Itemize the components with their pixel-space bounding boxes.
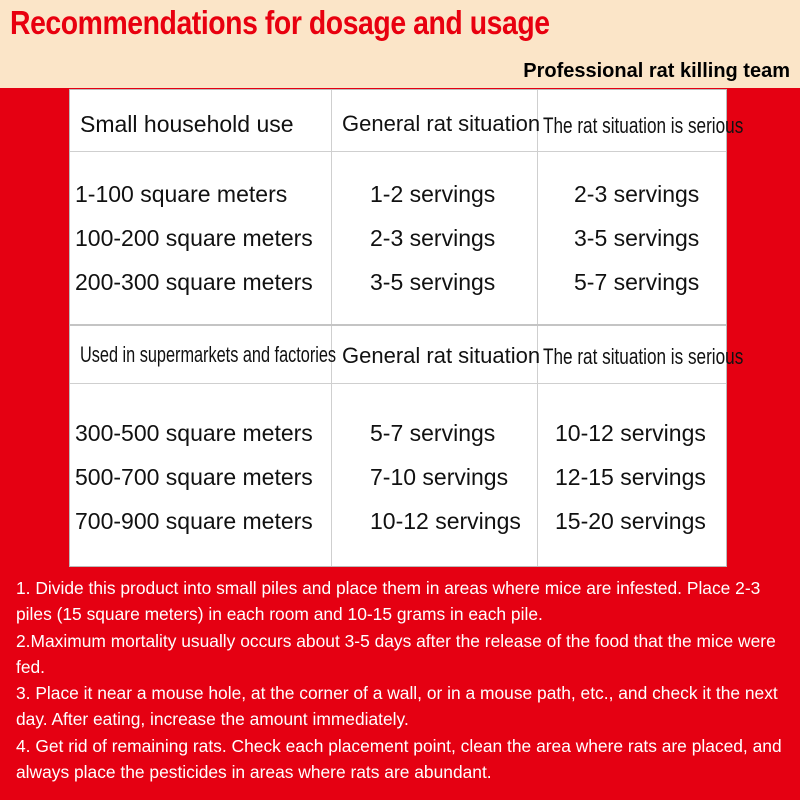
table-cell-general: 2-3 servings (370, 225, 496, 251)
table-cell-general: 3-5 servings (370, 269, 496, 295)
table-cell-serious: 10-12 servings (555, 420, 706, 446)
table-cell-general: 7-10 servings (370, 464, 509, 490)
header-general-situation: General rat situation (342, 111, 541, 136)
header-small-household: Small household use (80, 111, 294, 137)
table-cell-general: 10-12 servings (370, 508, 521, 534)
page-title: Recommendations for dosage and usage (10, 4, 550, 41)
table-cell-general: 5-7 servings (370, 420, 496, 446)
table-cell-area: 100-200 square meters (75, 225, 313, 251)
dosage-table (70, 90, 744, 566)
usage-instructions (16, 575, 800, 785)
table-cell-serious: 3-5 servings (574, 225, 700, 251)
instruction-item: 4. Get rid of remaining rats. Check each placement point, clean the area where rats are placed, and always place the pesticides in areas where rats are abundant. (16, 735, 782, 783)
table-divider (70, 383, 726, 384)
instruction-item: 1. Divide this product into small piles and place them in areas where mice are infested. Place 2-3 piles (15 square meters) in each room and 10-15 grams in each pile. (16, 578, 761, 625)
table-cell-area: 200-300 square meters (75, 269, 313, 295)
header-supermarkets-factories: Used in supermarkets and factories (80, 342, 337, 367)
table-divider (331, 90, 332, 566)
header-banner (0, 0, 800, 88)
table-cell-area: 500-700 square meters (75, 464, 313, 490)
table-divider (537, 90, 538, 566)
header-serious-situation: The rat situation is serious (543, 113, 744, 138)
table-cell-serious: 15-20 servings (555, 508, 706, 534)
instruction-item: 2.Maximum mortality usually occurs about 3-5 days after the release of the food that the mice were fed. (16, 630, 776, 677)
header-serious-situation: The rat situation is serious (543, 344, 744, 369)
instruction-item: 3. Place it near a mouse hole, at the corner of a wall, or in a mouse path, etc., and check it the next day. After eating, increase the amount immediately. (16, 683, 778, 730)
header-general-situation: General rat situation (342, 343, 541, 368)
table-cell-area: 1-100 square meters (75, 181, 288, 207)
table-cell-general: 1-2 servings (370, 181, 496, 207)
table-cell-serious: 5-7 servings (574, 269, 700, 295)
table-cell-area: 300-500 square meters (75, 420, 313, 446)
table-divider (70, 324, 726, 326)
page-subtitle: Professional rat killing team (523, 60, 790, 82)
table-cell-serious: 12-15 servings (555, 464, 706, 490)
table-divider (70, 151, 726, 152)
table-cell-area: 700-900 square meters (75, 508, 313, 534)
table-cell-serious: 2-3 servings (574, 181, 700, 207)
